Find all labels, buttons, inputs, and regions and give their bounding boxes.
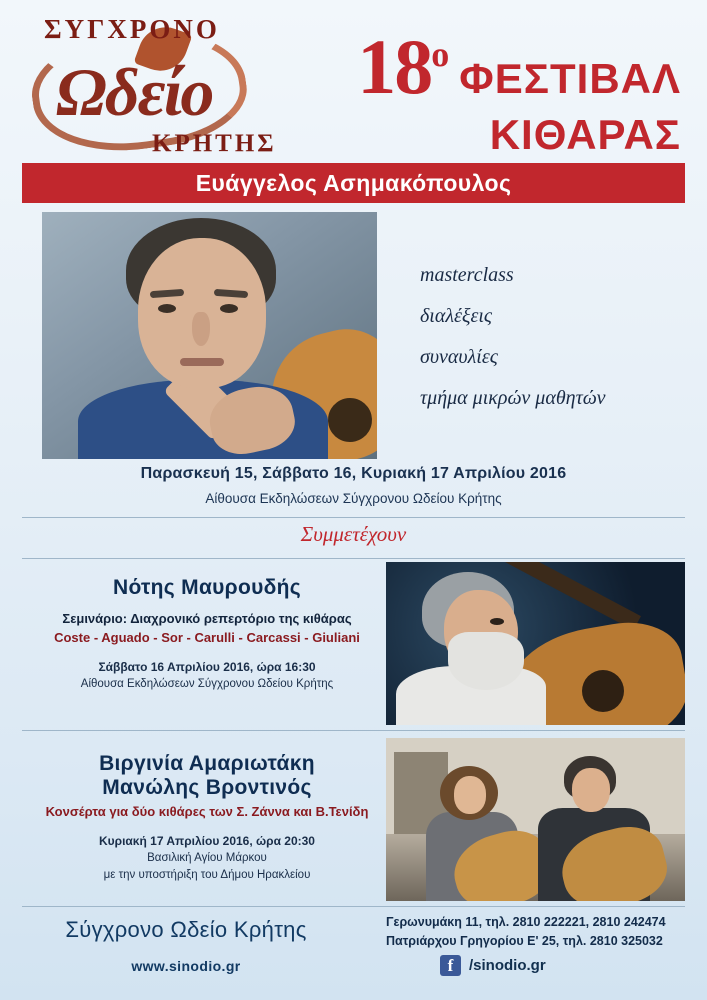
divider-4 xyxy=(22,906,685,907)
portrait-nose xyxy=(192,312,210,346)
logo-bottom-text: ΚΡΗΤΗΣ xyxy=(152,130,277,157)
participant-2-name-second: Μανώλης Βροντινός xyxy=(102,776,312,799)
festival-word: ΦΕΣΤΙΒΑΛ xyxy=(459,55,681,102)
activities-list xyxy=(420,255,606,419)
participant-2-name: Βιργινία Αμαριωτάκη xyxy=(99,752,315,775)
participant-2-when: Κυριακή 17 Απριλίου 2016, ώρα 20:30 xyxy=(99,834,315,848)
participant-2-photo xyxy=(386,738,685,901)
organization-name: Σύγχρονο Ωδείο Κρήτης xyxy=(65,917,307,942)
participant-2-line2: Κονσέρτα για δύο κιθάρες των Σ. Ζάννα και Β.Τενίδη xyxy=(45,804,369,819)
photo3-woman-face xyxy=(454,776,486,814)
poster-header xyxy=(0,0,707,160)
festival-dates: Παρασκευή 15, Σάββατο 16, Κυριακή 17 Απριλίου 2016 xyxy=(140,465,567,482)
photo2-beard xyxy=(448,632,524,690)
participant-1-schedule xyxy=(22,659,392,693)
portrait-mouth xyxy=(180,358,224,366)
featured-artist-bar xyxy=(22,163,685,203)
edition-number xyxy=(357,23,448,110)
conservatory-logo xyxy=(22,12,277,162)
participant-1-where: Αίθουσα Εκδηλώσεων Σύγχρονου Ωδείου Κρήτης xyxy=(80,678,334,690)
participant-2-note: με την υποστήριξη του Δήμου Ηρακλείου xyxy=(103,869,311,881)
activity-item: συναυλίες xyxy=(420,346,498,368)
participant-1-name: Νότης Μαυρουδής xyxy=(112,576,301,599)
facebook-handle[interactable]: /sinodio.gr xyxy=(469,957,546,974)
participant-1-photo xyxy=(386,562,685,725)
logo-top-text: ΣΥΓΧΡΟΝΟ xyxy=(44,14,220,44)
photo3-man-face xyxy=(572,768,610,812)
participants-heading: Συμμετέχουν xyxy=(300,522,407,546)
facebook-link[interactable] xyxy=(440,955,546,976)
contact-info xyxy=(386,913,686,951)
participant-2-info xyxy=(22,752,392,884)
photo2-eye xyxy=(490,618,504,625)
participant-1-line2: Coste - Aguado - Sor - Carulli - Carcassi - Giuliani xyxy=(54,630,360,645)
divider-2 xyxy=(22,558,685,559)
website-link[interactable]: www.sinodio.gr xyxy=(131,958,241,974)
divider-3 xyxy=(22,730,685,731)
featured-artist-name: Ευάγγελος Ασημακόπουλος xyxy=(195,169,512,196)
participant-1-when: Σάββατο 16 Απριλίου 2016, ώρα 16:30 xyxy=(98,660,316,674)
portrait-eye-right xyxy=(220,304,238,313)
activity-item: διαλέξεις xyxy=(420,305,493,327)
logo-script-text: Ωδείο xyxy=(56,54,213,130)
activity-item: τμήμα μικρών μαθητών xyxy=(420,387,606,409)
festival-title-row-1 xyxy=(357,23,681,110)
divider-1 xyxy=(22,517,685,518)
edition-number-value: 18 xyxy=(357,23,432,110)
address-line-2: Πατριάρχου Γρηγορίου Ε' 25, τηλ. 2810 325032 xyxy=(386,934,663,948)
logo-omega-script xyxy=(48,46,263,138)
participant-1-line1: Σεμινάριο: Διαχρονικό ρεπερτόριο της κιθάρας xyxy=(62,611,352,626)
festival-venue: Αίθουσα Εκδηλώσεων Σύγχρονου Ωδείου Κρήτης xyxy=(205,491,502,506)
activity-item: masterclass xyxy=(420,264,514,286)
portrait-eye-left xyxy=(158,304,176,313)
guitar-word: ΚΙΘΑΡΑΣ xyxy=(489,111,681,158)
edition-ordinal: ο xyxy=(431,34,448,74)
featured-artist-photo xyxy=(42,212,377,459)
festival-dates-block xyxy=(0,465,707,506)
address-line-1: Γερωνυμάκη 11, τηλ. 2810 222221, 2810 242474 xyxy=(386,915,666,929)
participant-2-where: Βασιλική Αγίου Μάρκου xyxy=(147,852,267,864)
facebook-icon[interactable]: f xyxy=(440,955,461,976)
participant-1-info xyxy=(22,576,392,693)
participant-2-schedule xyxy=(22,833,392,884)
festival-title xyxy=(357,23,681,158)
photo2-guitar-soundhole xyxy=(582,670,624,712)
